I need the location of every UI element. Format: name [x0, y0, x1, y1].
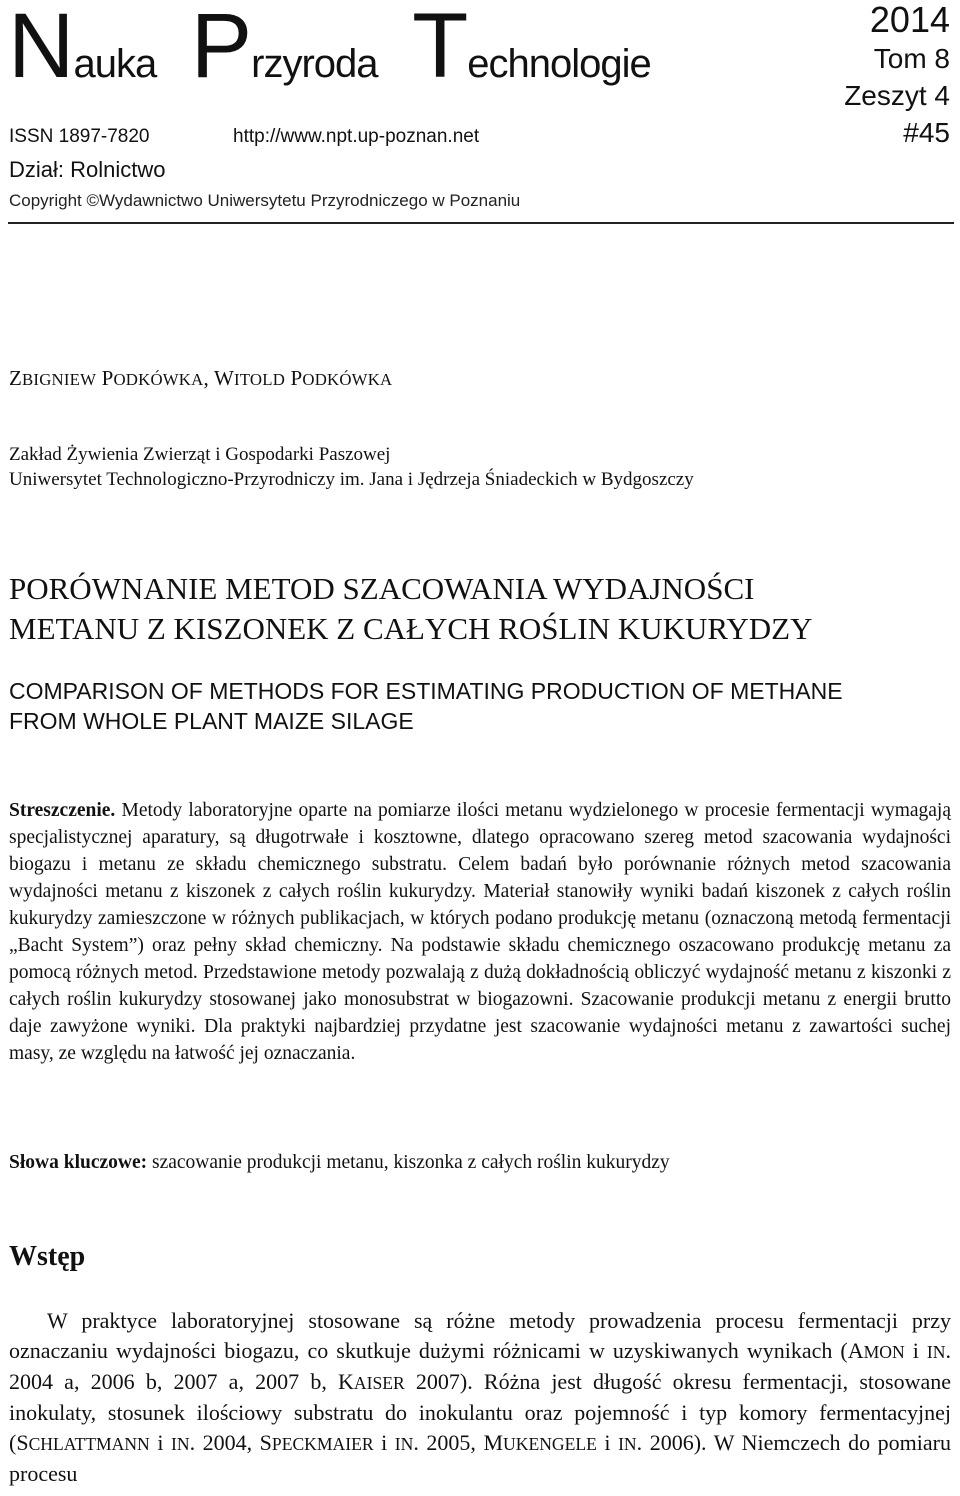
intro-text-segment: 2007). Różna jest długość okresu fermentacji, stosowane inokulaty, stosunek ilościowy substratu do inokulantu oraz pojemność i typ komory fermentacyjnej (S — [9, 1369, 952, 1455]
abstract-text: Metody laboratoryjne oparte na pomiarze ilości metanu wydzielonego w procesie fermentacji wymagają specjalistycznej aparatury, są długotrwałe i kosztowne, dlatego opracowano szereg metod szacowania wydajności biogazu i metanu ze składu chemicznego substratu. Celem badań było porównanie różnych metod szacowania wydajności metanu z kiszonek z całych roślin kukurydzy. Materiał stanowiły wyniki badań kiszonek z całych roślin kukurydzy zamieszczone w różnych publikacjach, w których podano produkcję metanu (oznaczoną metodą fermentacji „Bacht System”) oraz pełny skład chemiczny. Na podstawie składu chemicznego oszacowano produkcję metanu za pomocą różnych metod. Przedstawione metody pozwalają z dużą dokładnością obliczyć wydajność metanu z kiszonki z całych roślin kukurydzy stosowanej jako monosubstrat w biogazowni. Szacowanie produkcji metanu z energii brutto daje zawyżone wyniki. Dla praktyki najbardziej przydatne jest szacowanie wydajności metanu z zawartości suchej masy, ze względu na łatwość jej oznaczania. — [9, 800, 951, 1064]
journal-title — [8, 0, 671, 97]
intro-text-segment: A — [847, 1338, 864, 1363]
intro-text-segment: i — [596, 1430, 619, 1455]
copyright-icon: © — [86, 191, 100, 210]
section-heading-intro: Wstęp — [9, 1241, 86, 1272]
intro-text-segment: W praktyce laboratoryjnej stosowane są różne metody prowadzenia procesu fermentacji przy oznaczaniu wydajności biogazu, co skutkuje dużymi różnicami w uzyskiwanych wynikach ( — [9, 1308, 951, 1363]
header-divider — [8, 222, 954, 224]
citation-smallcaps: IN — [170, 1434, 190, 1454]
intro-text-segment: i — [904, 1338, 927, 1363]
citation-smallcaps: CHLATTMANN — [28, 1434, 150, 1454]
intro-text-segment: . 2005, M — [413, 1430, 504, 1455]
copyright: Copyright ©Wydawnictwo Uniwersytetu Przyrodniczego w Poznaniu — [9, 191, 521, 210]
year: 2014 — [869, 0, 950, 40]
keywords-label: Słowa kluczowe: — [9, 1152, 148, 1173]
affiliation — [9, 442, 694, 492]
issue: Zeszyt 4 — [844, 80, 950, 111]
intro-paragraph — [9, 1306, 951, 1489]
author-2: WITOLD PODKÓWKA — [213, 366, 393, 390]
abstract — [9, 797, 951, 1067]
intro-text-segment: . 2006). W Niemczech do pomiaru procesu — [9, 1430, 951, 1486]
citation-smallcaps: IN — [394, 1434, 414, 1454]
keywords-text: szacowanie produkcji metanu, kiszonka z całych roślin kukurydzy — [147, 1152, 670, 1173]
citation-smallcaps: IN — [926, 1342, 946, 1362]
affiliation-line-2: Uniwersytet Technologiczno-Przyrodniczy im. Jana i Jędrzeja Śniadeckich w Bydgoszczy — [9, 469, 694, 490]
journal-title-word-3: Technologie — [412, 0, 651, 97]
issn: ISSN 1897-7820 — [9, 126, 150, 147]
citation-smallcaps: UKENGELE — [503, 1434, 597, 1454]
section-label: Dział: Rolnictwo — [9, 157, 166, 182]
citation-smallcaps: MON — [863, 1342, 905, 1362]
intro-text-segment: i — [149, 1430, 171, 1455]
intro-text-segment: . 2004, S — [189, 1430, 272, 1455]
citation-smallcaps: PECKMAIER — [271, 1434, 374, 1454]
journal-title-word-1: Nauka — [8, 0, 157, 97]
title-polish: PORÓWNANIE METOD SZACOWANIA WYDAJNOŚCI METANU Z KISZONEK Z CAŁYCH ROŚLIN KUKURYDZY — [9, 571, 813, 646]
keywords — [9, 1152, 670, 1174]
intro-text-segment: i — [373, 1430, 395, 1455]
title-english: COMPARISON OF METHODS FOR ESTIMATING PRODUCTION OF METHANE FROM WHOLE PLANT MAIZE SILAGE — [9, 678, 843, 734]
author-1: ZBIGNIEW PODKÓWKA — [9, 366, 204, 390]
citation-smallcaps: IN — [618, 1434, 637, 1454]
authors: ZBIGNIEW PODKÓWKA, WITOLD PODKÓWKA — [9, 366, 393, 390]
citation-smallcaps: AISER — [353, 1373, 405, 1393]
journal-title-word-2: Przyroda — [190, 0, 378, 97]
volume: Tom 8 — [873, 43, 950, 74]
issue-number: #45 — [903, 117, 950, 148]
abstract-label: Streszczenie. — [9, 800, 116, 821]
affiliation-line-1: Zakład Żywienia Zwierząt i Gospodarki Paszowej — [9, 444, 391, 465]
journal-url[interactable]: http://www.npt.up-poznan.net — [233, 126, 480, 147]
volume-info — [844, 0, 950, 151]
intro-text-segment: . 2004 a, 2006 b, 2007 a, 2007 b, K — [9, 1338, 951, 1394]
